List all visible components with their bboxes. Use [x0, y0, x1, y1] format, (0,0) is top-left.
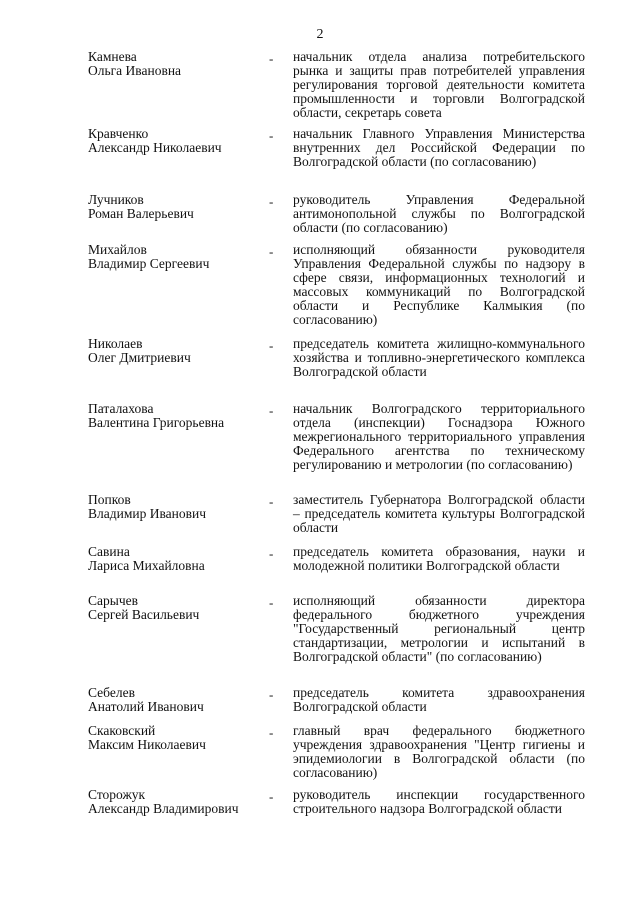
member-position: главный врач федерального бюджетного учреждения здравоохранения "Центр гигиены и эпидемиологии в Волгоградской области (по согласованию) — [293, 723, 585, 780]
dash-separator: - — [269, 403, 274, 418]
member-name — [88, 594, 268, 622]
member-position: начальник Волгоградского территориального отдела (инспекции) Госнадзора Южного межрегионального территориального управления Федерального агентства по техническому регулированию и метрологии (по согласованию) — [293, 401, 585, 472]
member-given-names: Сергей Васильевич — [88, 607, 200, 622]
dash-separator: - — [269, 789, 274, 804]
member-position: председатель комитета образования, науки и молодежной политики Волгоградской области — [293, 544, 585, 573]
member-position: руководитель инспекции государственного строительного надзора Волгоградской области — [293, 787, 585, 816]
member-given-names: Александр Николаевич — [88, 140, 222, 155]
member-surname: Сторожук — [88, 787, 146, 802]
member-surname: Скаковский — [88, 723, 156, 738]
dash-separator: - — [269, 494, 274, 509]
member-surname: Николаев — [88, 336, 143, 351]
member-name — [88, 545, 268, 573]
member-position: председатель комитета здравоохранения Волгоградской области — [293, 685, 585, 714]
member-given-names: Анатолий Иванович — [88, 699, 204, 714]
member-surname: Кравченко — [88, 126, 149, 141]
member-name — [88, 686, 268, 714]
member-surname: Паталахова — [88, 401, 154, 416]
member-name — [88, 127, 268, 155]
member-name — [88, 493, 268, 521]
member-name — [88, 243, 268, 271]
dash-separator: - — [269, 128, 274, 143]
member-given-names: Олег Дмитриевич — [88, 350, 191, 365]
member-surname: Сарычев — [88, 593, 138, 608]
member-given-names: Роман Валерьевич — [88, 206, 194, 221]
dash-separator: - — [269, 51, 274, 66]
member-name — [88, 337, 268, 365]
member-name — [88, 724, 268, 752]
member-given-names: Владимир Иванович — [88, 506, 207, 521]
member-surname: Камнева — [88, 49, 137, 64]
member-position: начальник отдела анализа потребительского рынка и защиты прав потребителей управления регулирования торговой деятельности комитета промышленности и торговли Волгоградской области, секретарь совета — [293, 49, 585, 120]
member-surname: Себелев — [88, 685, 135, 700]
member-surname: Савина — [88, 544, 130, 559]
member-given-names: Александр Владимирович — [88, 801, 239, 816]
member-position: исполняющий обязанности руководителя Управления Федеральной службы по надзору в сфере связи, информационных технологий и массовых коммуникаций по Волгоградской области и Республике Калмыкия (по согласованию) — [293, 242, 585, 327]
dash-separator: - — [269, 725, 274, 740]
member-position: руководитель Управления Федеральной антимонопольной службы по Волгоградской области (по согласованию) — [293, 192, 585, 235]
member-name — [88, 193, 268, 221]
member-surname: Лучников — [88, 192, 144, 207]
dash-separator: - — [269, 546, 274, 561]
member-name — [88, 788, 268, 816]
dash-separator: - — [269, 595, 274, 610]
page-number: 2 — [316, 27, 324, 42]
member-given-names: Владимир Сергеевич — [88, 256, 210, 271]
member-position: заместитель Губернатора Волгоградской области – председатель комитета культуры Волгоградской области — [293, 492, 585, 535]
member-name — [88, 50, 268, 78]
dash-separator: - — [269, 338, 274, 353]
member-surname: Попков — [88, 492, 131, 507]
dash-separator: - — [269, 244, 274, 259]
dash-separator: - — [269, 194, 274, 209]
member-given-names: Валентина Григорьевна — [88, 415, 225, 430]
member-position: председатель комитета жилищно-коммунального хозяйства и топливно-энергетического комплекса Волгоградской области — [293, 336, 585, 379]
member-given-names: Ольга Ивановна — [88, 63, 182, 78]
member-surname: Михайлов — [88, 242, 147, 257]
member-given-names: Максим Николаевич — [88, 737, 206, 752]
member-position: исполняющий обязанности директора федерального бюджетного учреждения "Государственный региональный центр стандартизации, метрологии и испытаний в Волгоградской области" (по согласованию) — [293, 593, 585, 664]
member-given-names: Лариса Михайловна — [88, 558, 205, 573]
member-name — [88, 402, 268, 430]
member-position: начальник Главного Управления Министерства внутренних дел Российской Федерации по Волгоградской области (по согласованию) — [293, 126, 585, 169]
dash-separator: - — [269, 687, 274, 702]
